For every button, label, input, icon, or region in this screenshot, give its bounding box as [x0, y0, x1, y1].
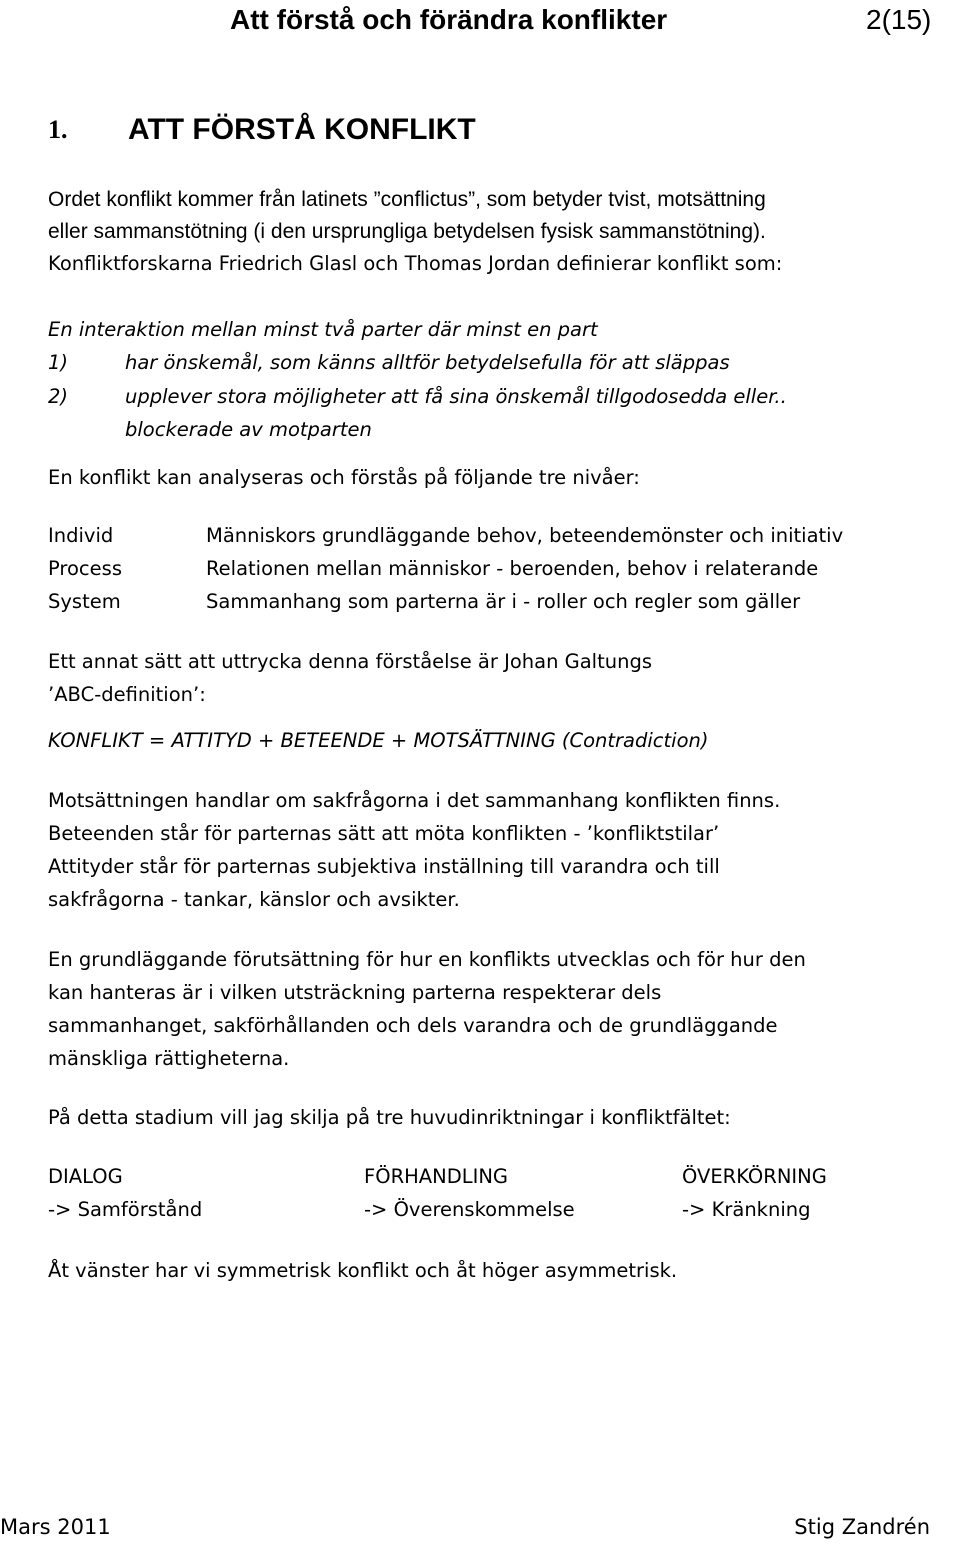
section-title: ATT FÖRSTÅ KONFLIKT: [128, 113, 476, 146]
explanation-line-4: sakfrågorna - tankar, känslor och avsikter.: [48, 888, 460, 911]
definition-lead: En interaktion mellan minst två parter där minst en part: [48, 318, 598, 341]
galtung-line-1: Ett annat sätt att uttrycka denna förståelse är Johan Galtungs: [48, 650, 653, 673]
definition-item-1-number: 1): [48, 351, 69, 374]
definition-item-2-number: 2): [48, 385, 69, 408]
prerequisite-line-2: kan hanteras är i vilken utsträckning parterna respekterar dels: [48, 981, 662, 1004]
explanation-line-2: Beteenden står för parternas sätt att möta konflikten - ’konfliktstilar’: [48, 822, 720, 845]
intro-line-1: Ordet konflikt kommer från latinets ”conflictus”, som betyder tvist, motsättning: [48, 188, 766, 211]
direction-overkorning-result: -> Kränkning: [682, 1198, 811, 1221]
directions-intro: På detta stadium vill jag skilja på tre huvudinriktningar i konfliktfältet:: [48, 1106, 731, 1129]
direction-dialog-result: -> Samförstånd: [48, 1198, 203, 1221]
explanation-line-3: Attityder står för parternas subjektiva inställning till varandra och till: [48, 855, 720, 878]
level-desc-process: Relationen mellan människor - beroenden, behov i relaterande: [206, 557, 819, 580]
directions-note: Åt vänster har vi symmetrisk konflikt och åt höger asymmetrisk.: [48, 1259, 678, 1282]
prerequisite-line-1: En grundläggande förutsättning för hur en konflikts utvecklas och för hur den: [48, 948, 806, 971]
level-label-system: System: [48, 590, 121, 613]
direction-dialog: DIALOG: [48, 1165, 123, 1188]
galtung-line-2: ’ABC-definition’:: [48, 683, 206, 706]
levels-intro: En konflikt kan analyseras och förstås på följande tre nivåer:: [48, 466, 640, 489]
level-label-process: Process: [48, 557, 122, 580]
direction-forhandling-result: -> Överenskommelse: [364, 1198, 575, 1221]
page-number: 2(15): [866, 4, 932, 35]
direction-forhandling: FÖRHANDLING: [364, 1165, 509, 1188]
definition-item-2-text: upplever stora möjligheter att få sina önskemål tillgodosedda eller..: [125, 385, 787, 408]
prerequisite-line-4: mänskliga rättigheterna.: [48, 1047, 290, 1070]
intro-line-3: Konfliktforskarna Friedrich Glasl och Thomas Jordan definierar konflikt som:: [48, 252, 783, 275]
footer-author: Stig Zandrén: [794, 1515, 930, 1539]
level-label-individ: Individ: [48, 524, 114, 547]
definition-item-1-text: har önskemål, som känns alltför betydelsefulla för att släppas: [125, 351, 730, 374]
document-title: Att förstå och förändra konflikter: [230, 4, 668, 35]
section-number: 1.: [48, 115, 68, 144]
level-desc-individ: Människors grundläggande behov, beteendemönster och initiativ: [206, 524, 844, 547]
abc-formula: KONFLIKT = ATTITYD + BETEENDE + MOTSÄTTNING (Contradiction): [48, 729, 709, 752]
intro-line-2: eller sammanstötning (i den ursprungliga betydelsen fysisk sammanstötning).: [48, 220, 766, 243]
direction-overkorning: ÖVERKÖRNING: [682, 1165, 827, 1188]
prerequisite-line-3: sammanhanget, sakförhållanden och dels varandra och de grundläggande: [48, 1014, 778, 1037]
explanation-line-1: Motsättningen handlar om sakfrågorna i det sammanhang konflikten finns.: [48, 789, 781, 812]
level-desc-system: Sammanhang som parterna är i - roller och regler som gäller: [206, 590, 801, 613]
definition-item-2-continuation: blockerade av motparten: [125, 418, 372, 441]
footer-date: Mars 2011: [0, 1515, 111, 1539]
